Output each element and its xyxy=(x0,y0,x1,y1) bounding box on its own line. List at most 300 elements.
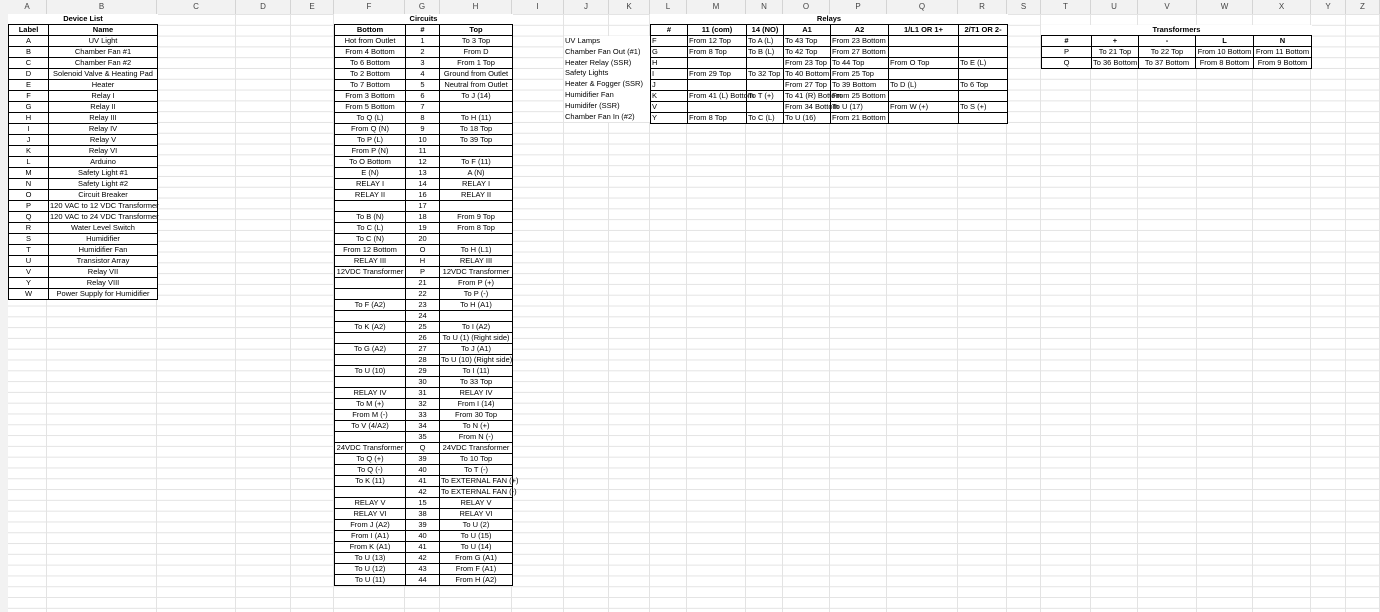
device-name-cell: Relay V xyxy=(49,135,158,146)
relay-purpose-label: Chamber Fan In (#2) xyxy=(565,111,635,121)
circuit-number-cell: 34 xyxy=(406,421,440,432)
column-header-o[interactable]: O xyxy=(783,0,830,14)
transformers-header-cell: - xyxy=(1139,36,1196,47)
transformer-cell: From 9 Bottom xyxy=(1254,58,1312,69)
column-header-v[interactable]: V xyxy=(1138,0,1197,14)
circuit-top-cell: RELAY IV xyxy=(440,388,513,399)
device-label-cell: S xyxy=(9,234,49,245)
relay-cell xyxy=(688,58,747,69)
circuit-bottom-cell: To U (10) xyxy=(335,366,406,377)
list-item xyxy=(564,36,650,47)
circuit-bottom-cell: From J (A2) xyxy=(335,520,406,531)
relay-cell: From 25 Top xyxy=(831,69,889,80)
relay-cell: From 12 Top xyxy=(688,36,747,47)
circuit-number-cell: 42 xyxy=(406,553,440,564)
circuit-number-cell: 2 xyxy=(406,47,440,58)
table-row xyxy=(335,157,513,168)
circuit-bottom-cell: To Q (-) xyxy=(335,465,406,476)
column-header-g[interactable]: G xyxy=(405,0,440,14)
table-row xyxy=(335,476,513,487)
circuit-number-cell: 29 xyxy=(406,366,440,377)
device-label-cell: M xyxy=(9,168,49,179)
table-row xyxy=(335,553,513,564)
circuit-top-cell: From D xyxy=(440,47,513,58)
relay-cell xyxy=(959,47,1008,58)
circuit-number-cell: 9 xyxy=(406,124,440,135)
table-row xyxy=(335,355,513,366)
circuit-top-cell: Ground from Outlet xyxy=(440,69,513,80)
relay-cell: From 25 Bottom xyxy=(831,91,889,102)
circuit-number-cell: 5 xyxy=(406,80,440,91)
circuit-number-cell: 17 xyxy=(406,201,440,212)
table-row xyxy=(335,69,513,80)
table-row xyxy=(335,80,513,91)
relays-title: Relays xyxy=(651,14,1008,25)
circuit-number-cell: 10 xyxy=(406,135,440,146)
transformer-cell: P xyxy=(1042,47,1092,58)
circuits-header-top: Top xyxy=(440,25,513,36)
table-row xyxy=(9,267,158,278)
circuit-number-cell: 39 xyxy=(406,520,440,531)
transformer-cell: To 37 Bottom xyxy=(1139,58,1196,69)
device-name-cell: Safety Light #1 xyxy=(49,168,158,179)
table-row xyxy=(335,377,513,388)
relay-cell: To 39 Bottom xyxy=(831,80,889,91)
circuit-top-cell: Neutral from Outlet xyxy=(440,80,513,91)
circuit-bottom-cell xyxy=(335,355,406,366)
device-label-cell: O xyxy=(9,190,49,201)
column-header-y[interactable]: Y xyxy=(1311,0,1346,14)
relays-header-cell: 1/L1 OR 1+ xyxy=(889,25,959,36)
transformers-table xyxy=(1041,25,1312,69)
table-row xyxy=(9,47,158,58)
circuit-number-cell: 14 xyxy=(406,179,440,190)
relay-cell xyxy=(959,36,1008,47)
relay-cell xyxy=(688,80,747,91)
table-row xyxy=(335,36,513,47)
circuit-top-cell: 12VDC Transformer xyxy=(440,267,513,278)
relays-header-cell: 2/T1 OR 2- xyxy=(959,25,1008,36)
transformer-cell: Q xyxy=(1042,58,1092,69)
table-row xyxy=(9,124,158,135)
table-row xyxy=(9,157,158,168)
device-label-cell: L xyxy=(9,157,49,168)
table-row xyxy=(335,190,513,201)
relay-cell: J xyxy=(651,80,688,91)
circuit-number-cell: 42 xyxy=(406,487,440,498)
device-name-cell: Circuit Breaker xyxy=(49,190,158,201)
circuit-top-cell: To EXTERNAL FAN (-) xyxy=(441,487,517,497)
circuit-bottom-cell: From Q (N) xyxy=(335,124,406,135)
table-row xyxy=(9,135,158,146)
transformers-header-cell: + xyxy=(1092,36,1139,47)
column-header-d[interactable]: D xyxy=(236,0,291,14)
circuit-number-cell: 8 xyxy=(406,113,440,124)
circuit-top-cell xyxy=(440,311,513,322)
circuit-number-cell: 21 xyxy=(406,278,440,289)
circuit-top-cell: To U (1) (Right side) xyxy=(440,333,513,344)
circuit-bottom-cell: To 6 Bottom xyxy=(335,58,406,69)
relay-cell: G xyxy=(651,47,688,58)
table-row xyxy=(335,113,513,124)
table-row xyxy=(335,179,513,190)
column-header-x[interactable]: X xyxy=(1253,0,1311,14)
table-row xyxy=(335,267,513,278)
relay-purpose-label: Heater Relay (SSR) xyxy=(565,57,632,67)
circuit-top-cell: To H (11) xyxy=(440,113,513,124)
circuit-bottom-cell: From I (A1) xyxy=(335,531,406,542)
table-row xyxy=(335,322,513,333)
circuit-bottom-cell: To M (+) xyxy=(335,399,406,410)
circuit-bottom-cell: RELAY IV xyxy=(335,388,406,399)
column-header-e[interactable]: E xyxy=(291,0,334,14)
circuit-top-cell: From 1 Top xyxy=(440,58,513,69)
table-row xyxy=(9,58,158,69)
circuit-bottom-cell: To U (12) xyxy=(335,564,406,575)
circuit-bottom-cell: To P (L) xyxy=(335,135,406,146)
table-row xyxy=(1042,58,1312,69)
circuits-title: Circuits xyxy=(335,14,513,25)
relays-header-cell: 11 (com) xyxy=(688,25,747,36)
relay-cell: To D (L) xyxy=(889,80,959,91)
device-label-cell: R xyxy=(9,223,49,234)
circuit-bottom-cell: To O Bottom xyxy=(335,157,406,168)
relay-cell: From O Top xyxy=(889,58,959,69)
table-row xyxy=(651,113,1008,124)
circuit-number-cell: 1 xyxy=(406,36,440,47)
circuit-number-cell: H xyxy=(406,256,440,267)
column-header-a[interactable]: A xyxy=(8,0,47,14)
table-row xyxy=(9,36,158,47)
table-row xyxy=(335,91,513,102)
transformers-header-cell: L xyxy=(1196,36,1254,47)
table-row xyxy=(335,432,513,443)
device-name-cell: Relay VIII xyxy=(49,278,158,289)
device-label-cell: T xyxy=(9,245,49,256)
table-row xyxy=(9,245,158,256)
transformer-cell: To 36 Bottom xyxy=(1093,58,1138,68)
transformer-cell: To 22 Top xyxy=(1139,47,1196,58)
circuit-number-cell: 7 xyxy=(406,102,440,113)
relays-header-cell: A1 xyxy=(784,25,831,36)
table-row xyxy=(651,91,1008,102)
relay-cell xyxy=(959,91,1008,102)
column-header-f[interactable]: F xyxy=(334,0,405,14)
table-row xyxy=(651,36,1008,47)
device-label-cell: B xyxy=(9,47,49,58)
column-header-z[interactable]: Z xyxy=(1346,0,1380,14)
table-row xyxy=(335,333,513,344)
circuit-number-cell: 39 xyxy=(406,454,440,465)
table-row xyxy=(335,245,513,256)
table-row xyxy=(335,256,513,267)
relay-cell xyxy=(747,80,784,91)
circuit-bottom-cell: E (N) xyxy=(335,168,406,179)
relays-header-cell: 14 (NO) xyxy=(747,25,784,36)
column-header-c[interactable]: C xyxy=(157,0,236,14)
circuit-bottom-cell: RELAY V xyxy=(335,498,406,509)
circuit-bottom-cell xyxy=(335,333,406,344)
relay-cell: To B (L) xyxy=(747,47,784,58)
circuit-top-cell: RELAY I xyxy=(440,179,513,190)
device-list-header-name: Name xyxy=(49,25,158,36)
table-row xyxy=(335,278,513,289)
circuit-number-cell: 18 xyxy=(406,212,440,223)
relay-cell xyxy=(688,102,747,113)
device-name-cell: Chamber Fan #2 xyxy=(49,58,158,69)
column-header-r[interactable]: R xyxy=(958,0,1007,14)
relay-cell: V xyxy=(651,102,688,113)
device-list-table xyxy=(8,14,158,300)
relay-purpose-label: Humidifer (SSR) xyxy=(565,100,620,110)
circuit-bottom-cell: To V (4/A2) xyxy=(335,421,406,432)
circuit-bottom-cell xyxy=(335,487,406,498)
relay-cell: Y xyxy=(651,113,688,124)
table-row xyxy=(651,69,1008,80)
relay-cell: To 44 Top xyxy=(831,58,889,69)
circuit-top-cell xyxy=(440,201,513,212)
device-label-cell: F xyxy=(9,91,49,102)
circuit-top-cell: From F (A1) xyxy=(440,564,513,575)
column-header-i[interactable]: I xyxy=(512,0,564,14)
relay-cell: To 6 Top xyxy=(959,80,1008,91)
device-name-cell: Transistor Array xyxy=(49,256,158,267)
circuit-bottom-cell: RELAY II xyxy=(335,190,406,201)
circuit-top-cell xyxy=(440,102,513,113)
column-header-u[interactable]: U xyxy=(1091,0,1138,14)
device-label-cell: W xyxy=(9,289,49,300)
device-label-cell: C xyxy=(9,58,49,69)
device-label-cell: V xyxy=(9,267,49,278)
circuit-bottom-cell: From M (-) xyxy=(335,410,406,421)
circuit-number-cell: 26 xyxy=(406,333,440,344)
circuit-number-cell: 33 xyxy=(406,410,440,421)
column-header-t[interactable]: T xyxy=(1041,0,1091,14)
circuit-number-cell: 31 xyxy=(406,388,440,399)
table-row xyxy=(335,531,513,542)
relay-purpose-label: Chamber Fan Out (#1) xyxy=(565,46,641,56)
relay-cell: To T (+) xyxy=(747,91,784,102)
list-item xyxy=(564,90,650,101)
circuit-number-cell: P xyxy=(406,267,440,278)
circuit-top-cell: From I (14) xyxy=(440,399,513,410)
circuit-bottom-cell xyxy=(335,278,406,289)
relay-cell: From 21 Bottom xyxy=(831,113,889,124)
table-row xyxy=(9,190,158,201)
circuit-top-cell: To H (L1) xyxy=(440,245,513,256)
table-row xyxy=(1042,47,1312,58)
relay-cell: From 34 Bottom xyxy=(785,102,839,112)
device-name-cell: Humidifier Fan xyxy=(49,245,158,256)
relay-cell xyxy=(959,69,1008,80)
circuit-top-cell: From 30 Top xyxy=(440,410,513,421)
table-row xyxy=(335,564,513,575)
circuit-number-cell: 4 xyxy=(406,69,440,80)
relay-cell xyxy=(747,102,784,113)
relay-cell: To 41 (R) Bottom xyxy=(785,91,842,101)
transformers-title: Transformers xyxy=(1042,25,1312,36)
circuit-bottom-cell: To 2 Bottom xyxy=(335,69,406,80)
table-row xyxy=(335,311,513,322)
column-header-j[interactable]: J xyxy=(564,0,609,14)
table-row xyxy=(9,278,158,289)
table-row xyxy=(335,487,513,498)
table-row xyxy=(335,124,513,135)
table-row xyxy=(9,256,158,267)
circuit-number-cell: 22 xyxy=(406,289,440,300)
circuit-number-cell: 25 xyxy=(406,322,440,333)
relay-cell: H xyxy=(651,58,688,69)
column-header-l[interactable]: L xyxy=(650,0,687,14)
table-row xyxy=(335,575,513,586)
circuit-top-cell: To 33 Top xyxy=(440,377,513,388)
circuit-bottom-cell xyxy=(335,377,406,388)
circuit-top-cell xyxy=(440,234,513,245)
circuit-bottom-cell xyxy=(335,432,406,443)
circuit-number-cell: 32 xyxy=(406,399,440,410)
circuit-number-cell: 28 xyxy=(406,355,440,366)
circuit-number-cell: 23 xyxy=(406,300,440,311)
table-row xyxy=(335,289,513,300)
circuit-number-cell: 16 xyxy=(406,190,440,201)
circuit-top-cell: From G (A1) xyxy=(440,553,513,564)
circuit-top-cell: To J (14) xyxy=(440,91,513,102)
circuit-top-cell: To H (A1) xyxy=(440,300,513,311)
table-row xyxy=(9,146,158,157)
circuit-bottom-cell: RELAY I xyxy=(335,179,406,190)
transformer-cell: From 8 Bottom xyxy=(1196,58,1254,69)
circuit-number-cell: Q xyxy=(406,443,440,454)
table-row xyxy=(9,168,158,179)
circuit-top-cell: From 9 Top xyxy=(440,212,513,223)
column-header-b[interactable]: B xyxy=(47,0,157,14)
circuits-header-number: # xyxy=(406,25,440,36)
table-row xyxy=(335,498,513,509)
device-list-header-label: Label xyxy=(9,25,49,36)
table-row xyxy=(9,201,158,212)
table-row xyxy=(335,388,513,399)
relay-purpose-label: Humidifier Fan xyxy=(565,89,614,99)
table-row xyxy=(651,47,1008,58)
list-item xyxy=(564,68,650,79)
relay-cell: To C (L) xyxy=(747,113,784,124)
circuit-bottom-cell: RELAY VI xyxy=(335,509,406,520)
transformers-header-cell: N xyxy=(1254,36,1312,47)
column-header-q[interactable]: Q xyxy=(887,0,958,14)
circuit-bottom-cell: To K (11) xyxy=(335,476,406,487)
relay-cell: To U (16) xyxy=(784,113,831,124)
device-name-cell: Safety Light #2 xyxy=(49,179,158,190)
circuit-top-cell: To I (11) xyxy=(440,366,513,377)
circuit-number-cell: 20 xyxy=(406,234,440,245)
list-item xyxy=(564,111,650,122)
device-name-cell: Arduino xyxy=(49,157,158,168)
circuit-bottom-cell: To U (13) xyxy=(335,553,406,564)
column-header-s[interactable]: S xyxy=(1007,0,1041,14)
circuit-top-cell: To 3 Top xyxy=(440,36,513,47)
circuit-top-cell: To J (A1) xyxy=(440,344,513,355)
device-name-cell: Relay IV xyxy=(49,124,158,135)
table-row xyxy=(651,102,1008,113)
relay-cell: K xyxy=(651,91,688,102)
circuit-bottom-cell: To C (L) xyxy=(335,223,406,234)
circuit-number-cell: 27 xyxy=(406,344,440,355)
device-label-cell: G xyxy=(9,102,49,113)
table-row xyxy=(335,410,513,421)
device-label-cell: K xyxy=(9,146,49,157)
table-row xyxy=(9,212,158,223)
circuit-bottom-cell: To C (N) xyxy=(335,234,406,245)
circuit-top-cell: From N (-) xyxy=(440,432,513,443)
table-row xyxy=(335,399,513,410)
circuit-bottom-cell: To Q (L) xyxy=(335,113,406,124)
column-header-h[interactable]: H xyxy=(440,0,512,14)
circuit-top-cell: To U (2) xyxy=(440,520,513,531)
relay-cell: From W (+) xyxy=(889,102,959,113)
column-header-w[interactable]: W xyxy=(1197,0,1253,14)
table-row xyxy=(335,454,513,465)
device-name-cell: Relay I xyxy=(49,91,158,102)
table-row xyxy=(335,465,513,476)
circuits-table xyxy=(334,14,519,586)
table-row xyxy=(335,223,513,234)
circuit-number-cell: 30 xyxy=(406,377,440,388)
circuit-top-cell: From H (A2) xyxy=(440,575,513,586)
circuit-number-cell: O xyxy=(406,245,440,256)
device-label-cell: I xyxy=(9,124,49,135)
relay-cell: From 27 Bottom xyxy=(831,47,889,58)
device-name-cell: 120 VAC to 12 VDC Transformer xyxy=(50,201,159,211)
device-label-cell: Q xyxy=(9,212,49,223)
circuit-number-cell: 41 xyxy=(406,476,440,487)
circuit-top-cell: RELAY V xyxy=(440,498,513,509)
list-item xyxy=(564,57,650,68)
device-label-cell: J xyxy=(9,135,49,146)
circuit-top-cell: To F (11) xyxy=(440,157,513,168)
table-row xyxy=(335,234,513,245)
circuit-number-cell: 40 xyxy=(406,531,440,542)
circuit-top-cell: To T (-) xyxy=(440,465,513,476)
column-header-m[interactable]: M xyxy=(687,0,746,14)
circuit-number-cell: 3 xyxy=(406,58,440,69)
circuit-number-cell: 43 xyxy=(406,564,440,575)
circuit-bottom-cell: To K (A2) xyxy=(335,322,406,333)
circuit-number-cell: 13 xyxy=(406,168,440,179)
circuit-top-cell: RELAY III xyxy=(440,256,513,267)
column-header-p[interactable]: P xyxy=(830,0,887,14)
device-name-cell: Humidifier xyxy=(49,234,158,245)
table-row xyxy=(9,223,158,234)
device-label-cell: E xyxy=(9,80,49,91)
circuit-bottom-cell: From K (A1) xyxy=(335,542,406,553)
circuit-bottom-cell: From 4 Bottom xyxy=(335,47,406,58)
circuit-bottom-cell: 12VDC Transformer xyxy=(335,267,406,278)
device-label-cell: D xyxy=(9,69,49,80)
circuit-top-cell: To 18 Top xyxy=(440,124,513,135)
circuit-bottom-cell: To 7 Bottom xyxy=(335,80,406,91)
column-header-k[interactable]: K xyxy=(609,0,650,14)
relays-header-cell: A2 xyxy=(831,25,889,36)
circuit-number-cell: 44 xyxy=(406,575,440,586)
relay-cell: I xyxy=(651,69,688,80)
column-header-n[interactable]: N xyxy=(746,0,783,14)
circuit-number-cell: 24 xyxy=(406,311,440,322)
circuit-top-cell: 24VDC Transformer xyxy=(440,443,513,454)
relay-cell xyxy=(889,47,959,58)
relay-labels xyxy=(564,36,650,122)
table-row xyxy=(335,366,513,377)
table-row xyxy=(335,212,513,223)
